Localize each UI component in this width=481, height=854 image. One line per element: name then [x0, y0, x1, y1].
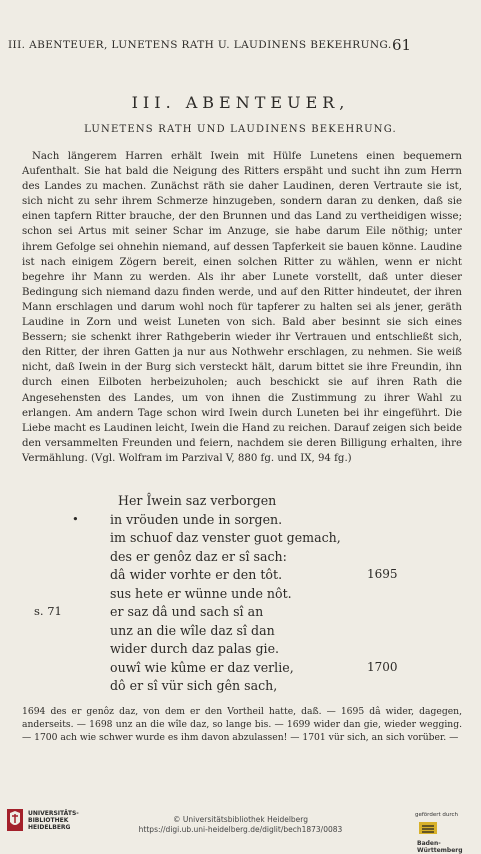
line-number: 1695: [367, 567, 398, 581]
summary-text: Nach längerem Harren erhält Iwein mit Hülfe Lunetens einen bequemern Aufenthalt. Sie hat bald die Neigung des Ritters erspäht und sucht ihn zum Herrn des Landes zu machen. Zunächst räth sie daher Laudinen, deren Vertraute sie ist, sich nicht zu sehr ihrem Schmerze hinzugeben, sondern daran zu denken, daß sie einen tapfern Ritter brauche, der den Brunnen und das Land zu vertheidigen wisse; schon sei Artus mit seiner Schar im Anzuge, sie habe darum Eile nöthig; unter ihrem Gefolge sei ohnehin niemand, auf dessen Tapferkeit sie bauen könne. Laudine ist nach einigem Zögern bereit, einen solchen Ritter zu wählen, wenn er nicht begehre ihr Mann zu werden. Als ihr aber Lunete vorstellt, daß unter dieser Bedingung sich niemand dazu finden werde, und auf den Ritter hindeutet, der ihren Mann erschlagen und darum wohl noch für tapferer zu halten sei als jener, geräth Laudine in Zorn und weist Luneten von sich. Bald aber besinnt sie sich eines Bessern; sie schenkt ihrer Rathgeberin wieder ihr Vertrauen und entschließt sich, den Ritter, der ihren Gatten ja nur aus Nothwehr erschlagen, zu nehmen. Sie weiß nicht, daß Iwein in der Burg sich versteckt hält, darum bittet sie ihre Freundin, ihn durch einen Eilboten herbeizuholen; auch beschickt sie auf ihren Rath die Angesehensten des Landes, um von ihnen die Zustimmung zu ihrer Wahl zu erlangen. Am andern Tage schon wird Iwein durch Luneten bei ihr eingeführt. Die Liebe macht es Laudinen leicht, Iwein die Hand zu reichen. Darauf zeigen sich beide den versammelten Freunden und feiern, nachdem sie deren Billigung erhalten, ihre Vermählung. (Vgl. Wolfram im Parzival V, 880 fg. und IX, 94 fg.): [22, 151, 462, 464]
verse-text: im schuof daz venster guot gemach,: [110, 530, 341, 545]
line-number: 1700: [367, 659, 398, 674]
verse-text: des er genôz daz er sî sach:: [110, 548, 287, 564]
verse-line: [0, 549, 481, 567]
verse-text: dâ wider vorhte er den tôt.: [110, 567, 283, 582]
verse-line: [0, 660, 481, 678]
verse-line: [0, 641, 481, 659]
running-head: III. ABENTEUER, LUNETENS RATH U. LAUDINENS BEKEHRUNG.: [8, 39, 392, 51]
summary-paragraph: [22, 149, 462, 466]
footnotes: 1694 des er genôz daz, von dem er den Vortheil hatte, daß. — 1695 dâ wider, dagegen, anderseits. — 1698 unz an die wîle daz, so lange bis. — 1699 wider dan gie, wieder wegging. — 1700 ach wie schwer wurde es ihm davon abzulassen! — 1701 vür sich, an sich vorüber. —: [22, 706, 462, 743]
verse-line: [0, 604, 481, 622]
state-crest-icon: [417, 820, 439, 836]
verse-text: dô er sî vür sich gên sach,: [110, 678, 278, 693]
funded-by-label: gefördert durch: [415, 812, 459, 818]
verse-text: Her Îwein saz verborgen: [118, 493, 277, 508]
verse-text: unz an die wîle daz sî dan: [110, 622, 275, 638]
source-url-link[interactable]: https://digi.ub.uni-heidelberg.de/diglit/bech1873/0083: [138, 825, 343, 834]
university-seal-icon: [6, 808, 24, 832]
chapter-title: III. ABENTEUER,: [131, 93, 350, 112]
verse-line: [0, 586, 481, 604]
footer-credits: [100, 815, 381, 835]
verse-text: ouwî wie kûme er daz verlie,: [110, 659, 294, 675]
library-logo[interactable]: [6, 808, 86, 842]
copyright-text: © Universitätsbibliothek Heidelberg: [172, 815, 308, 824]
verse-margin-note: s. 71: [34, 604, 62, 618]
library-name: UNIVERSITÄTS- BIBLIOTHEK HEIDELBERG: [28, 810, 79, 831]
verse-line: [0, 678, 481, 696]
verse-text: er saz dâ und sach sî an: [110, 604, 264, 619]
verse-margin-note: •: [72, 511, 79, 526]
verse-text: wider durch daz palas gie.: [110, 641, 280, 656]
page-number: 61: [392, 36, 412, 54]
funder-name: Baden-Württemberg: [417, 840, 463, 854]
verse-line: [0, 530, 481, 548]
verse-line: [0, 567, 481, 585]
verse-text: in vröuden unde in sorgen.: [110, 511, 283, 527]
verse-line: [0, 512, 481, 530]
verse-text: sus hete er wünne unde nôt.: [110, 585, 292, 601]
chapter-subtitle: LUNETENS RATH UND LAUDINENS BEKEHRUNG.: [84, 124, 397, 135]
verse-line: [0, 493, 481, 511]
verse-line: [0, 623, 481, 641]
